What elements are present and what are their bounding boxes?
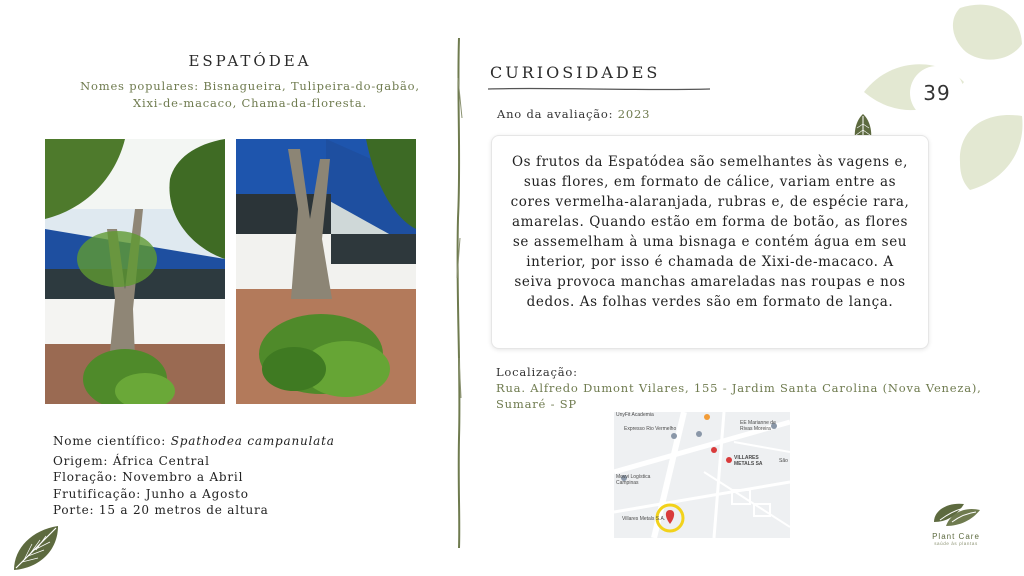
map-label-marianne: EE Marianne de Rivas Moreira <box>740 420 776 432</box>
brand-tagline: saúde às plantas <box>934 541 978 546</box>
popular-names-line-1: Nomes populares: Bisnagueira, Tulipeira-do-gabão, <box>80 79 420 93</box>
tree-photo-left <box>45 139 225 404</box>
scientific-name-label: Nome científico: <box>53 434 167 448</box>
location-address-line-1: Rua. Alfredo Dumont Vilares, 155 - Jardim Santa Carolina (Nova Veneza), <box>496 381 982 395</box>
map-label-expresso: Expresso Rio Vermelho <box>624 426 677 432</box>
plant-facts <box>53 433 335 519</box>
location-address <box>496 380 996 412</box>
title-underline <box>488 86 710 92</box>
map-label-sao: São <box>779 458 788 464</box>
section-title: CURIOSIDADES <box>490 63 661 82</box>
plant-care-logo-icon <box>930 500 982 530</box>
map-label-villares-bottom: Villares Metals S.A. <box>622 516 666 522</box>
scientific-name-value: Spathodea campanulata <box>170 434 335 448</box>
popular-names <box>60 78 440 112</box>
evaluation-year <box>497 107 650 121</box>
plant-name: ESPATÓDEA <box>188 52 312 70</box>
scientific-name <box>53 433 335 450</box>
map-label-movi: Movvi Logística Campinas <box>616 474 651 486</box>
location-label: Localização: <box>496 365 578 379</box>
evaluation-year-value: 2023 <box>617 107 651 121</box>
location-map[interactable] <box>614 412 790 538</box>
leaf-icon <box>10 522 62 574</box>
map-label-villares: VILLARES METALS SA <box>734 455 763 467</box>
brand-logo <box>918 500 994 546</box>
evaluation-year-label: Ano da avaliação: <box>497 107 614 121</box>
curiosities-text: Os frutos da Espatódea são semelhantes às vagens e, suas flores, em formato de cálice, variam entre as cores vermelha-alaranjada, rubras e, de espécie rara, amarelas. Quando estão em forma de botão, as flores se assemelham à uma bisnaga e contém água em seu interior, por isso é chamada de Xixi-de-macaco. A seiva provoca manchas amareladas nas roupas e nos dedos. As folhas verdes são em formato de lança. <box>491 135 929 349</box>
page-number: 39 <box>910 66 964 120</box>
tree-photo-right <box>236 139 416 404</box>
origin: Origem: África Central <box>53 453 210 468</box>
brand-name: Plant Care <box>932 532 980 541</box>
flowering: Floração: Novembro a Abril <box>53 470 244 484</box>
map-label-academia: UnyFit Academia <box>616 412 654 418</box>
popular-names-line-2: Xixi-de-macaco, Chama-da-floresta. <box>133 96 367 110</box>
location-address-line-2: Sumaré - SP <box>496 397 577 411</box>
vertical-divider <box>452 38 466 548</box>
fruiting: Frutificação: Junho a Agosto <box>53 486 249 501</box>
size: Porte: 15 a 20 metros de altura <box>53 503 269 517</box>
